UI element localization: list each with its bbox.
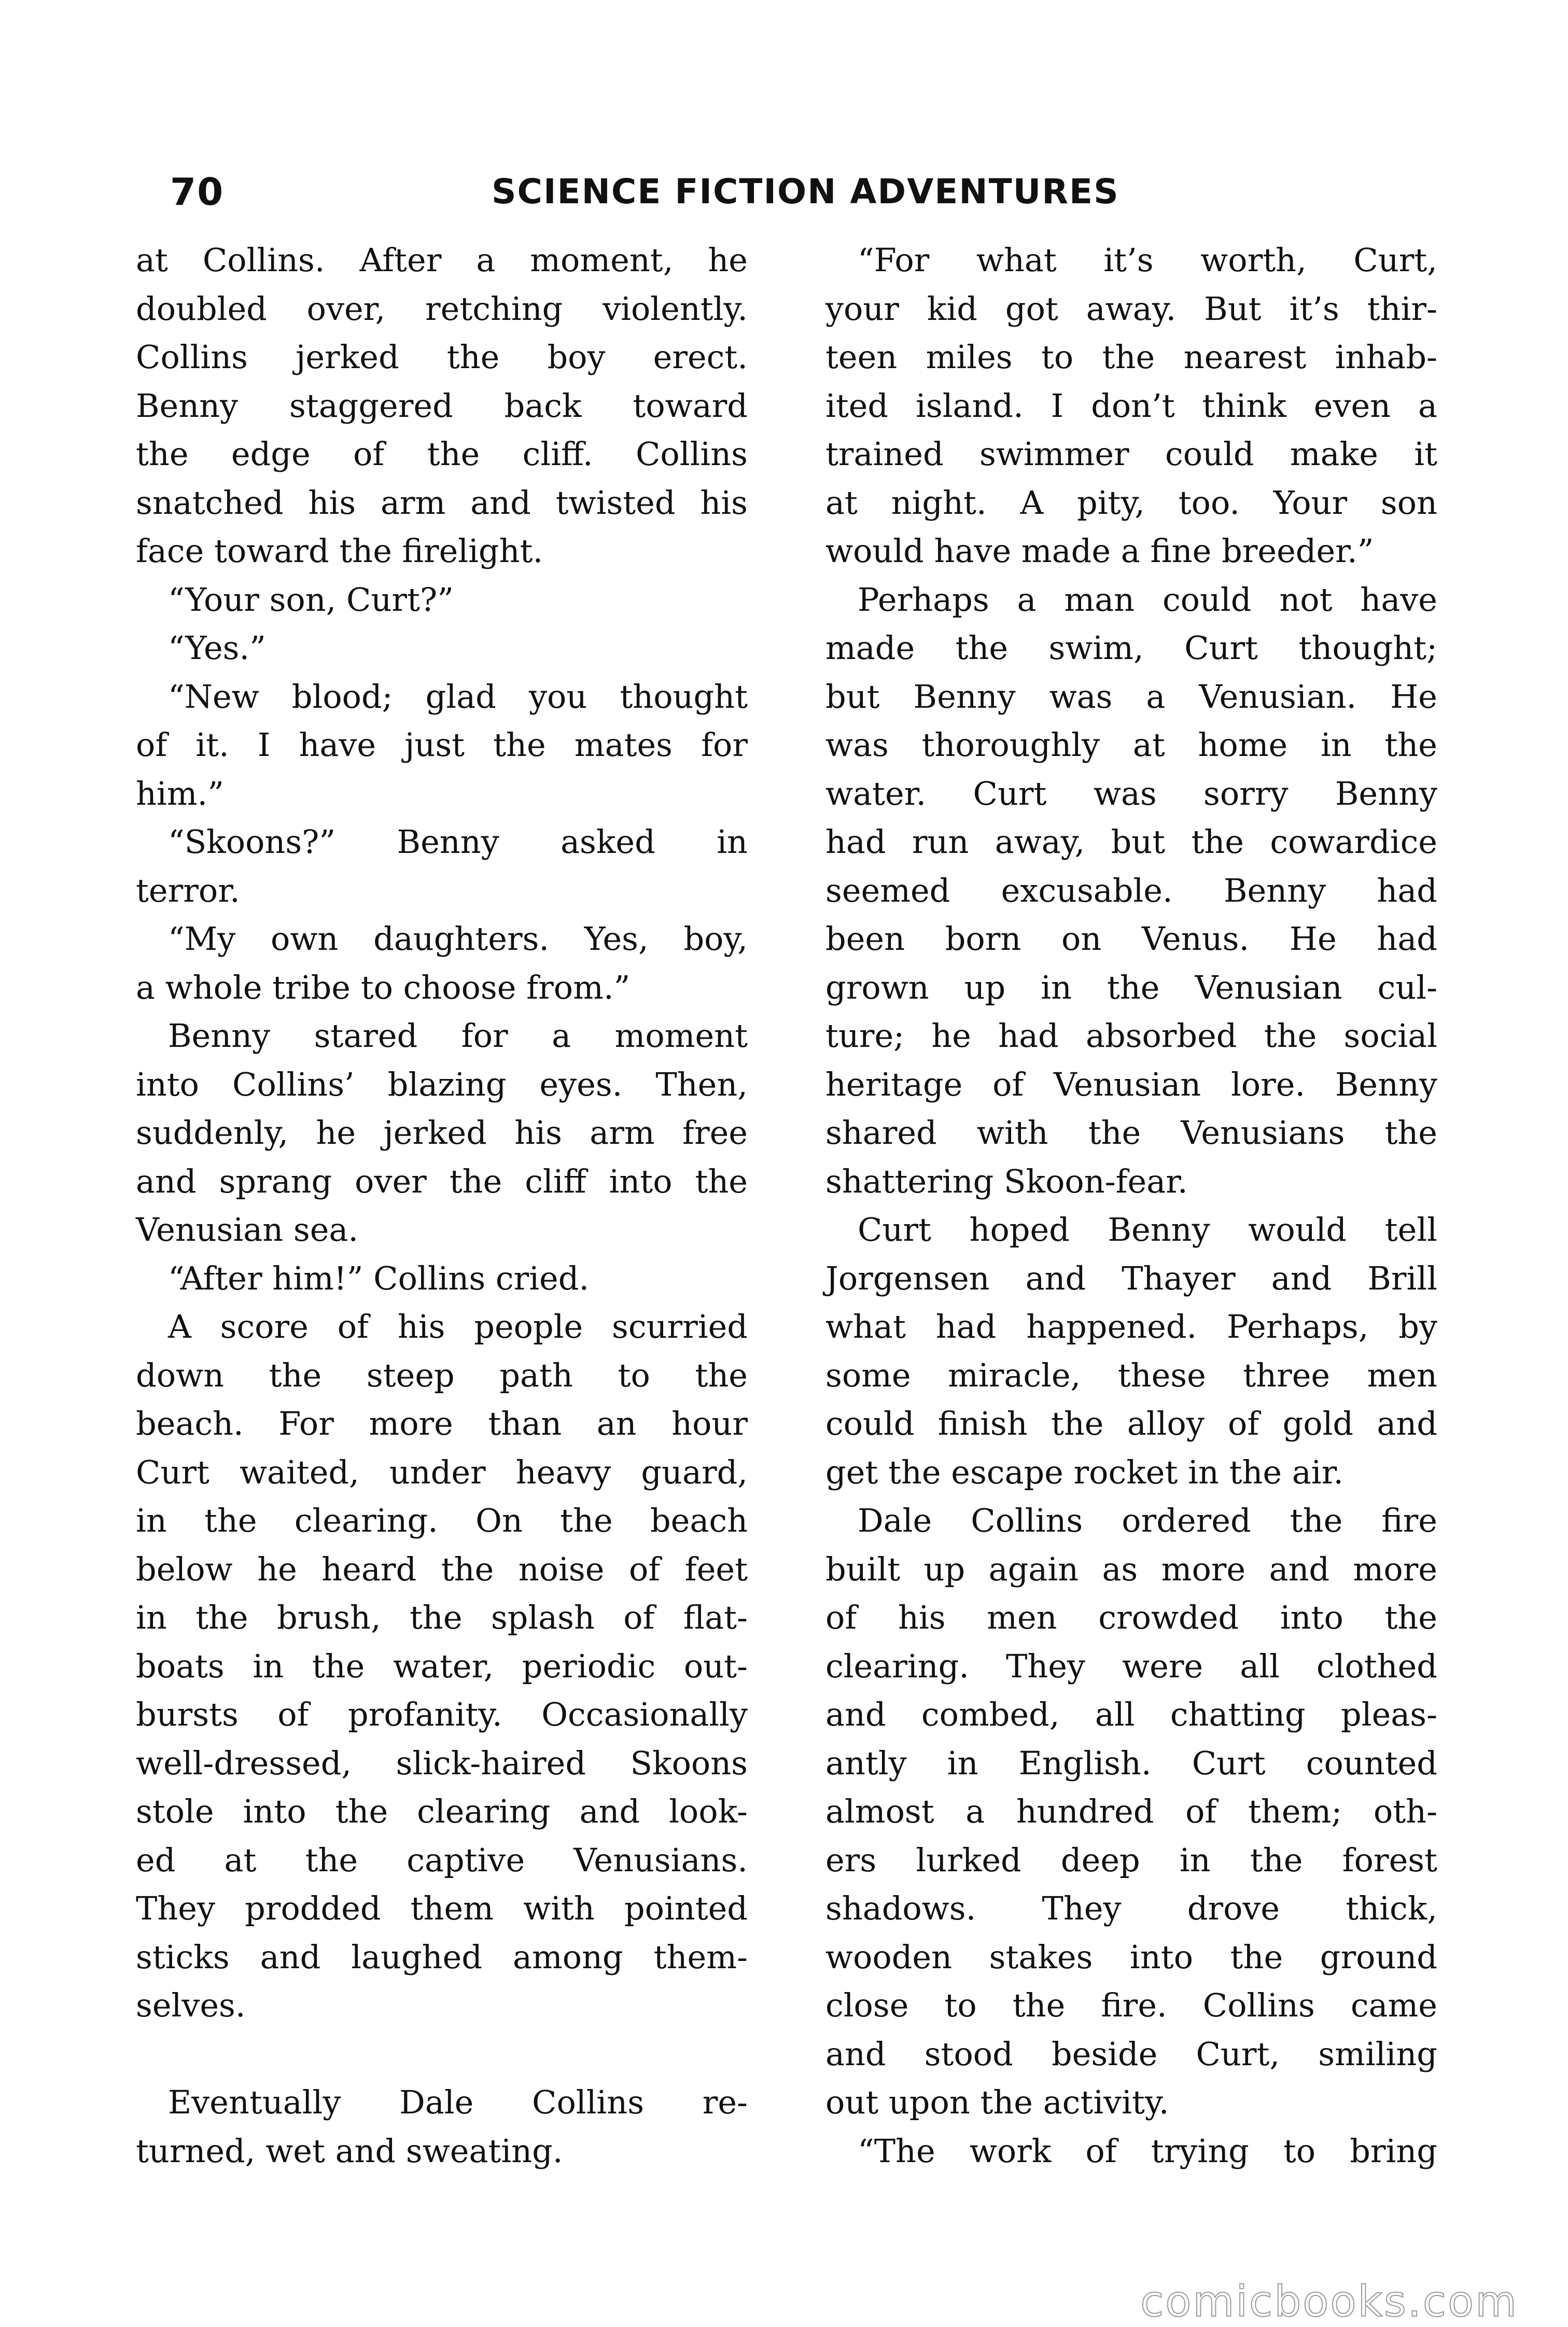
text-line: terror. <box>136 871 240 909</box>
text-line: and combed, all chatting pleas- <box>825 1695 1437 1733</box>
text-line: would have made a fine breeder.” <box>825 532 1374 570</box>
text-line: wooden stakes into the ground <box>825 1938 1437 1976</box>
text-line: ed at the captive Venusians. <box>136 1841 748 1879</box>
text-line: Benny stared for a moment <box>168 1017 748 1055</box>
text-line: Benny staggered back toward <box>136 386 748 425</box>
text-line: could finish the alloy of gold and <box>825 1405 1437 1442</box>
text-line: teen miles to the nearest inhab- <box>825 338 1437 376</box>
text-line: shared with the Venusians the <box>825 1114 1437 1152</box>
text-line: Dale Collins ordered the fire <box>858 1502 1437 1539</box>
text-line: Collins jerked the boy erect. <box>136 338 748 376</box>
text-line: what had happened. Perhaps, by <box>825 1308 1437 1345</box>
text-line: close to the fire. Collins came <box>825 1986 1437 2024</box>
text-line: They prodded them with pointed <box>136 1889 748 1927</box>
text-line: shattering Skoon-fear. <box>825 1162 1188 1200</box>
text-line: get the escape rocket in the air. <box>825 1453 1344 1491</box>
text-line: trained swimmer could make it <box>825 435 1437 473</box>
text-line: him.” <box>136 774 224 812</box>
text-line: down the steep path to the <box>136 1356 748 1394</box>
text-line: face toward the firelight. <box>136 532 543 570</box>
text-line: suddenly, he jerked his arm free <box>136 1114 748 1152</box>
text-line: in the clearing. On the beach <box>136 1502 748 1539</box>
text-line: beach. For more than an hour <box>136 1405 748 1442</box>
text-line: doubled over, retching violently. <box>136 289 748 328</box>
text-line: Jorgensen and Thayer and Brill <box>825 1259 1437 1297</box>
text-line: turned, wet and sweating. <box>136 2132 563 2170</box>
text-line: A score of his people scurried <box>168 1308 748 1345</box>
text-line: of his men crowded into the <box>825 1599 1437 1636</box>
text-line: ited island. I don’t think even a <box>825 386 1437 425</box>
text-line: “Skoons?” Benny asked in <box>168 823 748 861</box>
text-line: your kid got away. But it’s thir- <box>825 289 1437 328</box>
text-line: ers lurked deep in the forest <box>825 1841 1437 1879</box>
text-line: grown up in the Venusian cul- <box>825 968 1437 1006</box>
text-line <box>136 2030 748 2079</box>
page-header <box>170 166 1452 223</box>
text-line: of it. I have just the mates for <box>136 726 748 764</box>
text-line: almost a hundred of them; oth- <box>825 1792 1437 1830</box>
text-line: Perhaps a man could not have <box>858 580 1437 619</box>
text-line: “After him!” Collins cried. <box>168 1259 590 1297</box>
right-text-column <box>825 236 1437 2175</box>
text-line: clearing. They were all clothed <box>825 1647 1437 1685</box>
text-line: built up again as more and more <box>825 1550 1437 1588</box>
watermark: comicbooks.com <box>1140 2277 1518 2326</box>
text-line: sticks and laughed among them- <box>136 1938 748 1976</box>
text-line: in the brush, the splash of flat- <box>136 1599 748 1636</box>
text-line: selves. <box>136 1986 246 2024</box>
text-line: Eventually Dale Collins re- <box>168 2083 748 2121</box>
text-line: made the swim, Curt thought; <box>825 629 1437 667</box>
text-line: heritage of Venusian lore. Benny <box>825 1065 1437 1103</box>
text-line: was thoroughly at home in the <box>825 726 1437 764</box>
text-line: and sprang over the cliff into the <box>136 1162 748 1200</box>
text-line: “The work of trying to bring <box>858 2132 1437 2170</box>
text-line: into Collins’ blazing eyes. Then, <box>136 1065 748 1103</box>
text-line: “New blood; glad you thought <box>168 677 748 716</box>
text-line: some miracle, these three men <box>825 1356 1437 1394</box>
text-line: a whole tribe to choose from.” <box>136 968 631 1006</box>
text-line: but Benny was a Venusian. He <box>825 677 1437 716</box>
text-line: out upon the activity. <box>825 2083 1169 2121</box>
text-line: Curt hoped Benny would tell <box>858 1211 1437 1249</box>
text-line: “My own daughters. Yes, boy, <box>168 920 748 958</box>
running-title: SCIENCE FICTION ADVENTURES <box>492 172 1119 212</box>
text-line: and stood beside Curt, smiling <box>825 2035 1437 2073</box>
text-line: bursts of profanity. Occasionally <box>136 1695 748 1733</box>
text-line: “For what it’s worth, Curt, <box>858 241 1437 279</box>
text-line: had run away, but the cowardice <box>825 823 1437 861</box>
text-line: “Your son, Curt?” <box>168 580 454 619</box>
text-line: “Yes.” <box>168 629 266 667</box>
text-line: ture; he had absorbed the social <box>825 1017 1437 1055</box>
text-line: boats in the water, periodic out- <box>136 1647 748 1685</box>
text-line: stole into the clearing and look- <box>136 1792 748 1830</box>
text-line: seemed excusable. Benny had <box>825 871 1437 909</box>
text-line: at Collins. After a moment, he <box>136 241 748 279</box>
text-line: the edge of the cliff. Collins <box>136 435 748 473</box>
text-line: Venusian sea. <box>136 1211 359 1249</box>
page-number: 70 <box>170 170 225 214</box>
text-line: at night. A pity, too. Your son <box>825 483 1437 522</box>
text-line: snatched his arm and twisted his <box>136 483 748 522</box>
text-line: water. Curt was sorry Benny <box>825 774 1437 812</box>
text-line: shadows. They drove thick, <box>825 1889 1437 1927</box>
text-line: well-dressed, slick-haired Skoons <box>136 1744 748 1782</box>
text-line: been born on Venus. He had <box>825 920 1437 958</box>
text-line: below he heard the noise of feet <box>136 1550 748 1588</box>
text-line: Curt waited, under heavy guard, <box>136 1453 748 1491</box>
text-line: antly in English. Curt counted <box>825 1744 1437 1782</box>
left-text-column <box>136 236 748 2175</box>
